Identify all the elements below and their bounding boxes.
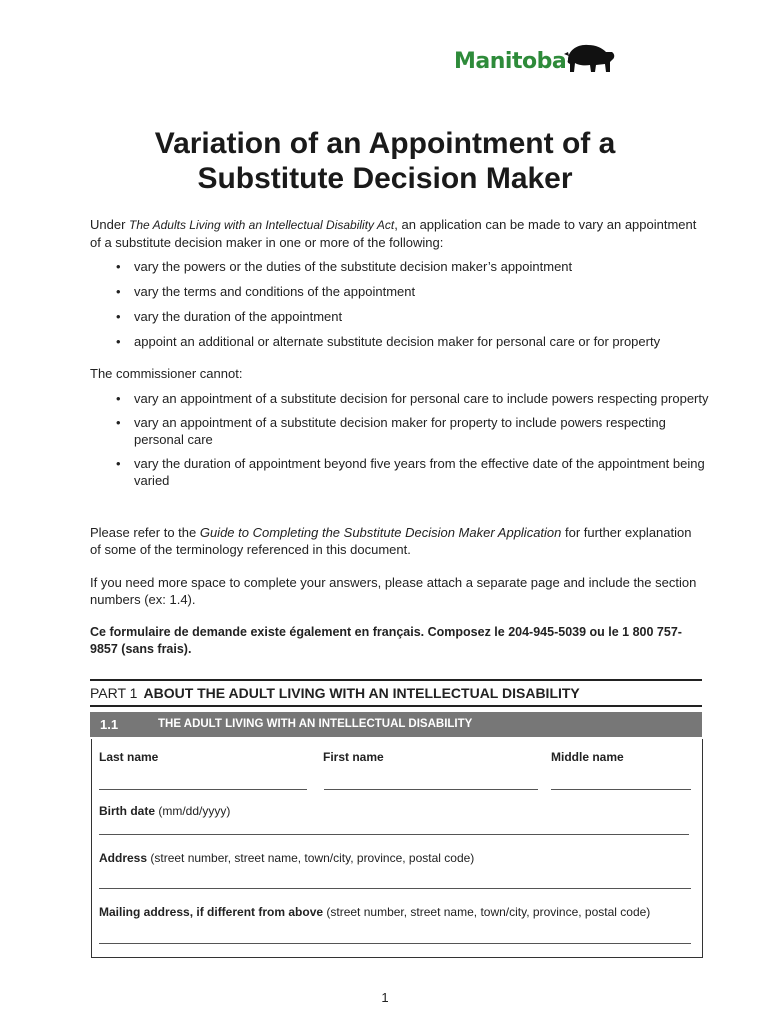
cannot-heading: The commissioner cannot: (90, 366, 243, 381)
list-item: • vary an appointment of a substitute decision maker for property to include powers respecting personal care (116, 414, 711, 448)
intro-paragraph (90, 216, 705, 251)
logo-wordmark: Manitoba (454, 49, 567, 74)
adult-info-form (91, 739, 703, 958)
part-1-header (90, 679, 702, 707)
guide-name: Guide to Completing the Substitute Decision Maker Application (199, 525, 562, 540)
middle-name-label: Middle name (551, 750, 624, 764)
intro-prefix: Under (90, 217, 130, 232)
mailing-address-label (99, 905, 650, 919)
mailing-address-hint: (street number, street name, town/city, province, postal code) (323, 905, 651, 919)
list-item: • vary the powers or the duties of the substitute decision maker’s appointment (116, 258, 711, 275)
section-number: 1.1 (100, 717, 119, 732)
address-hint: (street number, street name, town/city, province, postal code) (147, 851, 475, 865)
mailing-address-field[interactable] (99, 943, 691, 944)
list-item: • vary the duration of appointment beyond five years from the effective date of the appointment being varied (116, 455, 711, 489)
address-label-text: Address (99, 851, 148, 865)
intro-suffix: , an application can be made to vary an appointment of a substitute decision maker in one or more of the following: (90, 217, 697, 250)
birth-date-field[interactable] (99, 834, 689, 835)
page-title (90, 126, 680, 196)
birth-date-label (99, 804, 230, 818)
birth-date-label-text: Birth date (99, 804, 156, 818)
address-field[interactable] (99, 888, 691, 889)
mailing-address-label-text: Mailing address, if different from above (99, 905, 324, 919)
bison-icon (562, 40, 616, 76)
french-note: Ce formulaire de demande existe également en français. Composez le 204-945-5039 ou le 1 800 757-9857 (sans frais). (90, 625, 682, 656)
first-name-field[interactable] (324, 789, 538, 790)
act-name: The Adults Living with an Intellectual Disability Act (129, 218, 395, 232)
refer-paragraph (90, 524, 705, 558)
manitoba-logo (454, 40, 616, 80)
refer-prefix: Please refer to the (90, 525, 200, 540)
vary-list (116, 258, 711, 350)
list-item: • vary the terms and conditions of the appointment (116, 283, 711, 300)
list-item: • vary an appointment of a substitute decision for personal care to include powers respecting property (116, 390, 711, 407)
birth-date-hint: (mm/dd/yyyy) (155, 804, 231, 818)
page-number: 1 (381, 990, 389, 1005)
refer-suffix: for further explanation of some of the terminology referenced in this document. (90, 525, 692, 557)
address-label (99, 851, 474, 865)
middle-name-field[interactable] (551, 789, 691, 790)
section-title: THE ADULT LIVING WITH AN INTELLECTUAL DISABILITY (158, 718, 473, 730)
first-name-label: First name (323, 750, 384, 764)
last-name-field[interactable] (99, 789, 307, 790)
space-note: If you need more space to complete your answers, please attach a separate page and include the section numbers (ex: 1.4). (90, 575, 697, 607)
list-item: • vary the duration of the appointment (116, 308, 711, 325)
title-line-1: Variation of an Appointment of a (154, 127, 616, 160)
part-title: ABOUT THE ADULT LIVING WITH AN INTELLECTUAL DISABILITY (143, 685, 580, 701)
list-item: • appoint an additional or alternate substitute decision maker for personal care or for property (116, 333, 711, 350)
part-number: PART 1 (90, 685, 138, 701)
last-name-label: Last name (99, 750, 159, 764)
title-line-2: Substitute Decision Maker (197, 162, 573, 195)
section-1-1-header (90, 712, 702, 737)
cannot-list (116, 390, 711, 489)
